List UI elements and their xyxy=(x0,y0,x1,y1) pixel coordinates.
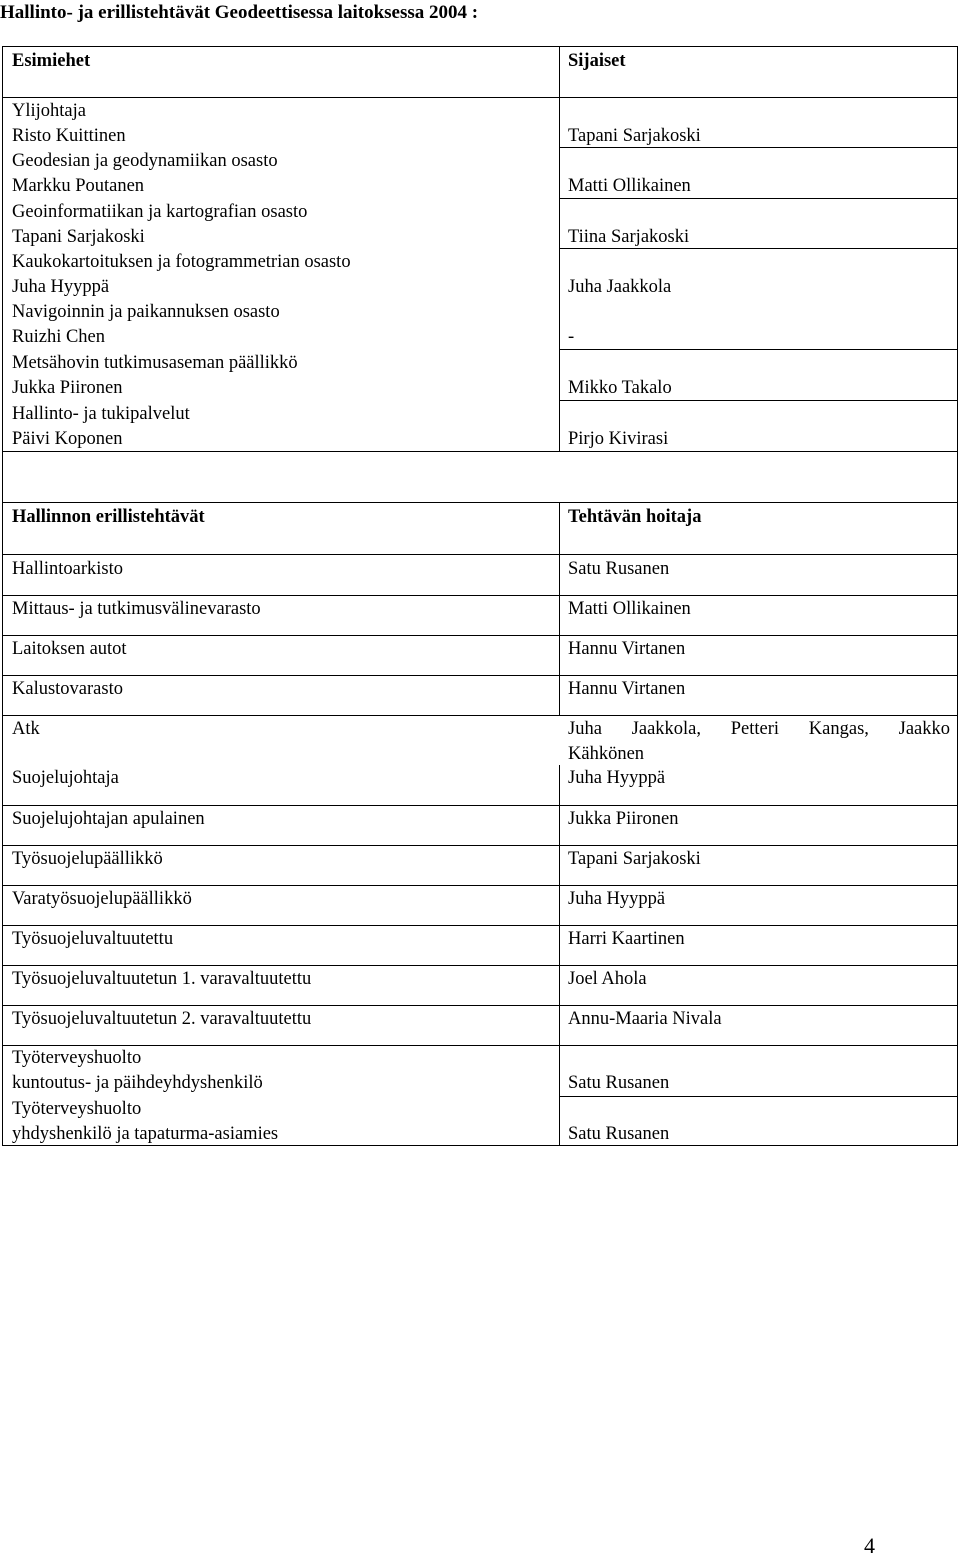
supervisor-name: Päivi Koponen xyxy=(12,429,123,449)
assignee-name: Satu Rusanen xyxy=(568,559,670,579)
task-name: Työterveyshuolto xyxy=(12,1099,142,1119)
task-name: Kalustovarasto xyxy=(12,679,123,699)
assignee-name: Juha Hyyppä xyxy=(568,768,666,788)
assignee-name: Tapani Sarjakoski xyxy=(568,849,701,869)
table-row xyxy=(3,199,957,249)
table-row xyxy=(3,1046,957,1096)
table-bottom-divider xyxy=(3,451,957,452)
table-row xyxy=(3,249,957,299)
task-name: Atk xyxy=(12,719,40,739)
assignee-word: Jaakkola, xyxy=(631,719,702,739)
unit-name: Navigoinnin ja paikannuksen osasto xyxy=(12,302,280,322)
assignee-name: Hannu Virtanen xyxy=(568,639,686,659)
assignee-name: Juha Hyyppä xyxy=(568,889,666,909)
task-name: Työsuojeluvaltuutettu xyxy=(12,929,174,949)
table-row xyxy=(3,299,957,349)
assignee-names xyxy=(568,717,950,767)
table-row xyxy=(3,806,957,845)
assignee-line-1 xyxy=(568,717,950,742)
unit-name: Geoinformatiikan ja kartografian osasto xyxy=(12,202,308,222)
special-tasks-table xyxy=(2,502,958,1146)
table-row xyxy=(3,676,957,715)
supervisor-name: Markku Poutanen xyxy=(12,176,145,196)
task-name: Työsuojeluvaltuutetun 2. varavaltuutettu xyxy=(12,1009,312,1029)
substitute-name: Tiina Sarjakoski xyxy=(568,227,690,247)
header-assignee: Tehtävän hoitaja xyxy=(568,507,702,527)
task-name: Työsuojelupäällikkö xyxy=(12,849,163,869)
assignee-name: Matti Ollikainen xyxy=(568,599,691,619)
task-name: Varatyösuojelupäällikkö xyxy=(12,889,192,909)
table-row xyxy=(3,555,957,595)
task-name: Suojelujohtaja xyxy=(12,768,119,788)
assignee-name: Joel Ahola xyxy=(568,969,647,989)
assignee-name: Annu-Maaria Nivala xyxy=(568,1009,722,1029)
task-name: Työsuojeluvaltuutetun 1. varavaltuutettu xyxy=(12,969,312,989)
assignee-name: Satu Rusanen xyxy=(568,1073,670,1093)
substitute-name: Tapani Sarjakoski xyxy=(568,126,701,146)
task-name: Mittaus- ja tutkimusvälinevarasto xyxy=(12,599,261,619)
substitute-name: Mikko Takalo xyxy=(568,378,672,398)
table-row xyxy=(3,98,957,148)
table-row xyxy=(3,926,957,965)
substitute-name: Juha Jaakkola xyxy=(568,277,672,297)
assignee-name: Jukka Piironen xyxy=(568,809,679,829)
task-name: Laitoksen autot xyxy=(12,639,127,659)
table-row xyxy=(3,350,957,400)
unit-name: Ylijohtaja xyxy=(12,101,86,121)
table-row xyxy=(3,966,957,1005)
substitute-name: Pirjo Kivirasi xyxy=(568,429,669,449)
task-name: Hallintoarkisto xyxy=(12,559,123,579)
unit-name: Hallinto- ja tukipalvelut xyxy=(12,404,190,424)
assignee-name: Satu Rusanen xyxy=(568,1124,670,1144)
task-name: Suojelujohtajan apulainen xyxy=(12,809,205,829)
unit-name: Kaukokartoituksen ja fotogrammetrian osasto xyxy=(12,252,351,272)
table-row xyxy=(3,765,957,805)
table-header-row xyxy=(3,503,957,554)
unit-name: Metsähovin tutkimusaseman päällikkö xyxy=(12,353,298,373)
task-name: Työterveyshuolto xyxy=(12,1048,142,1068)
assignee-word: Petteri xyxy=(730,719,780,739)
supervisor-name: Jukka Piironen xyxy=(12,378,123,398)
table-row xyxy=(3,596,957,635)
supervisor-name: Juha Hyyppä xyxy=(12,277,110,297)
task-detail: yhdyshenkilö ja tapaturma-asiamies xyxy=(12,1124,279,1144)
task-detail: kuntoutus- ja päihdeyhdyshenkilö xyxy=(12,1073,263,1093)
substitute-name: - xyxy=(568,327,575,347)
table-header-row xyxy=(3,47,957,97)
table-row xyxy=(3,148,957,198)
table-row xyxy=(3,401,957,451)
substitute-name: Matti Ollikainen xyxy=(568,176,691,196)
table-row xyxy=(3,716,957,765)
supervisor-name: Risto Kuittinen xyxy=(12,126,126,146)
table-row xyxy=(3,1006,957,1045)
supervisor-name: Ruizhi Chen xyxy=(12,327,106,347)
table-row xyxy=(3,636,957,675)
assignee-name: Hannu Virtanen xyxy=(568,679,686,699)
supervisor-name: Tapani Sarjakoski xyxy=(12,227,145,247)
assignee-line-2: Kähkönen xyxy=(568,744,645,764)
unit-name: Geodesian ja geodynamiikan osasto xyxy=(12,151,278,171)
assignee-name: Harri Kaartinen xyxy=(568,929,685,949)
assignee-word: Kangas, xyxy=(808,719,869,739)
header-supervisors: Esimiehet xyxy=(12,51,91,71)
header-substitutes: Sijaiset xyxy=(568,51,626,71)
page-number: 4 xyxy=(864,1533,875,1558)
table-row xyxy=(3,846,957,885)
assignee-word: Juha xyxy=(568,719,602,739)
page-title: Hallinto- ja erillistehtävät Geodeettisessa laitoksessa 2004 : xyxy=(0,2,479,23)
table-row xyxy=(3,886,957,925)
header-tasks: Hallinnon erillistehtävät xyxy=(12,507,205,527)
supervisors-table xyxy=(2,46,958,503)
table-row xyxy=(3,1097,957,1147)
assignee-word: Jaakko xyxy=(898,719,950,739)
